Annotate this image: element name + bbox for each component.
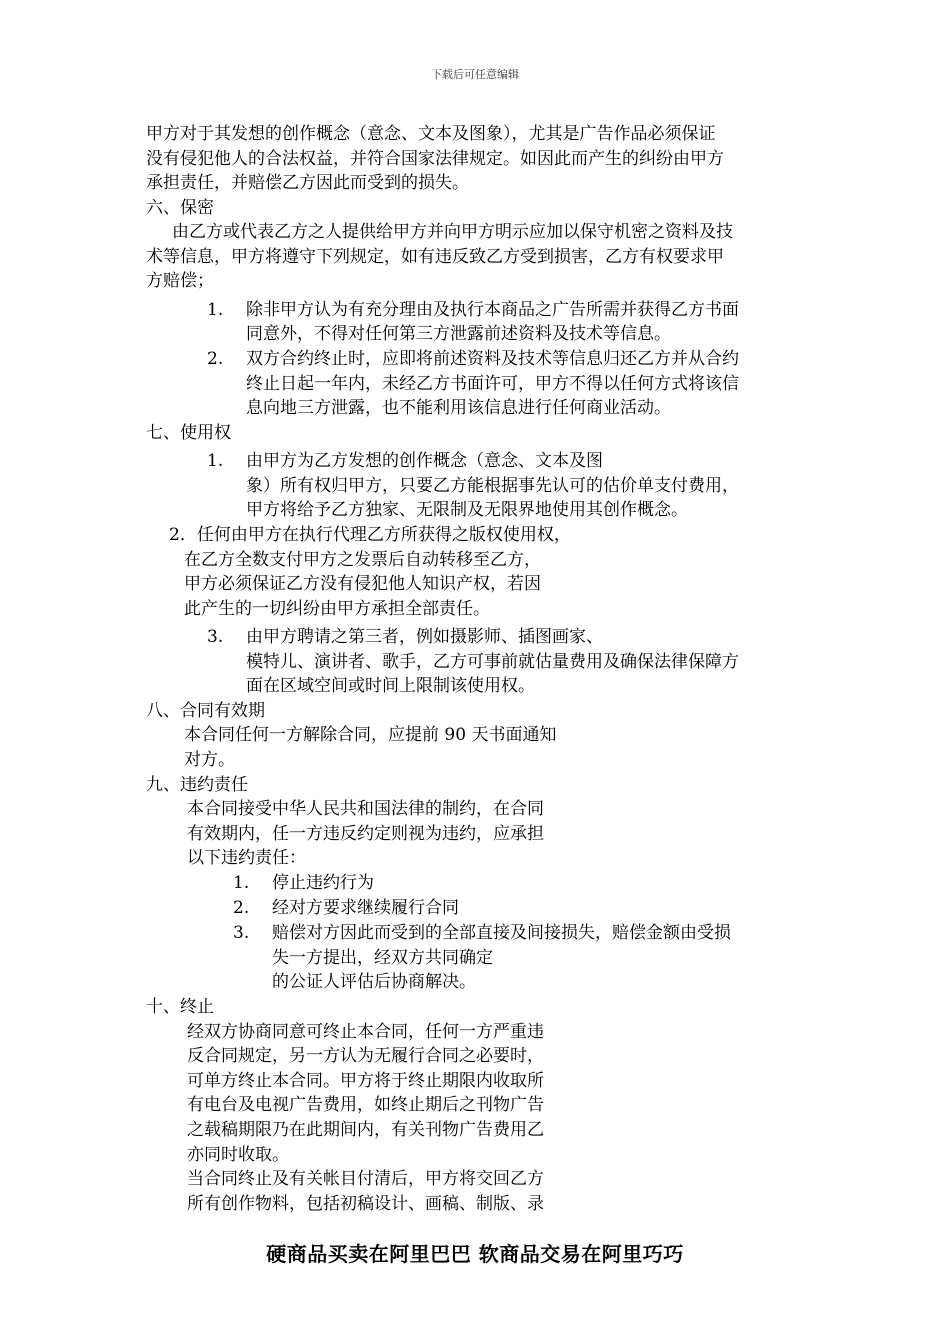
list-number: 2. — [233, 898, 250, 918]
list-item-line: 由甲方为乙方发想的创作概念（意念、文本及图 — [246, 451, 603, 471]
list-item-line: 象）所有权归甲方，只要乙方能根据事先认可的估价单支付费用， — [246, 476, 739, 496]
sec6-para-line: 术等信息，甲方将遵守下列规定，如有违反致乙方受到损害，乙方有权要求甲 — [146, 247, 724, 267]
sec10-line: 亦同时收取。 — [187, 1145, 289, 1165]
list-item-line: 停止违约行为 — [272, 873, 374, 893]
list-item-line: 终止日起一年内，未经乙方书面许可，甲方不得以任何方式将该信 — [246, 374, 739, 394]
list-item-line: 面在区域空间或时间上限制该使用权。 — [246, 676, 535, 696]
list-item-line: 除非甲方认为有充分理由及执行本商品之广告所需并获得乙方书面 — [246, 300, 739, 320]
list-item-line: 双方合约终止时，应即将前述资料及技术等信息归还乙方并从合约 — [246, 349, 739, 369]
list-item-line: 经对方要求继续履行合同 — [272, 898, 459, 918]
list-number: 1. — [233, 873, 250, 893]
list-item-line: 赔偿对方因此而受到的全部直接及间接损失，赔偿金额由受损 — [272, 923, 731, 943]
list-number: 2. — [207, 349, 224, 369]
sec10-line: 所有创作物料，包括初稿设计、画稿、制版、录 — [187, 1194, 544, 1214]
sec7-item2-line: 2．任何由甲方在执行代理乙方所获得之版权使用权， — [169, 525, 571, 545]
list-number: 1. — [207, 451, 224, 471]
sec7-item2-line: 在乙方全数支付甲方之发票后自动转移至乙方， — [184, 550, 541, 570]
intro-line: 承担责任，并赔偿乙方因此而受到的损失。 — [146, 173, 469, 193]
intro-line: 没有侵犯他人的合法权益，并符合国家法律规定。如因此而产生的纠纷由甲方 — [146, 149, 724, 169]
section-heading-validity: 八、合同有效期 — [146, 701, 265, 721]
sec10-line: 可单方终止本合同。甲方将于终止期限内收取所 — [187, 1071, 544, 1091]
page-header: 下载后可任意编辑 — [431, 68, 519, 81]
list-item-line: 由甲方聘请之第三者，例如摄影师、插图画家、 — [246, 627, 603, 647]
list-item-line: 甲方将给予乙方独家、无限制及无限界地使用其创作概念。 — [246, 500, 688, 520]
list-number: 1. — [207, 300, 224, 320]
section-heading-usage-rights: 七、使用权 — [146, 423, 231, 443]
sec9-line: 以下违约责任： — [187, 848, 306, 868]
sec9-line: 本合同接受中华人民共和国法律的制约，在合同 — [187, 799, 544, 819]
sec8-line: 本合同任何一方解除合同，应提前 90 天书面通知 — [184, 725, 557, 745]
sec10-line: 经双方协商同意可终止本合同，任何一方严重违 — [187, 1022, 544, 1042]
sec10-line: 有电台及电视广告费用，如终止期后之刊物广告 — [187, 1095, 544, 1115]
sec7-item2-line: 甲方必须保证乙方没有侵犯他人知识产权，若因 — [184, 574, 541, 594]
list-number: 3. — [233, 923, 250, 943]
sec7-item2-line: 此产生的一切纠纷由甲方承担全部责任。 — [184, 599, 490, 619]
sec8-line: 对方。 — [184, 750, 235, 770]
intro-line: 甲方对于其发想的创作概念（意念、文本及图象），尤其是广告作品必须保证 — [146, 124, 716, 144]
sec6-para-line: 由乙方或代表乙方之人提供给甲方并向甲方明示应加以保守机密之资料及技 — [172, 222, 733, 242]
list-item-line: 的公证人评估后协商解决。 — [272, 972, 476, 992]
list-item-line: 模特儿、演讲者、歌手，乙方可事前就估量费用及确保法律保障方 — [246, 652, 739, 672]
sec6-para-line: 方赔偿； — [146, 271, 214, 291]
section-heading-breach: 九、违约责任 — [146, 775, 248, 795]
sec10-line: 当合同终止及有关帐目付清后，甲方将交回乙方 — [187, 1169, 544, 1189]
sec10-line: 之载稿期限乃在此期间内，有关刊物广告费用乙 — [187, 1120, 544, 1140]
list-item-line: 息向地三方泄露，也不能利用该信息进行任何商业活动。 — [246, 398, 671, 418]
list-item-line: 同意外，不得对任何第三方泄露前述资料及技术等信息。 — [246, 324, 671, 344]
page-footer-slogan: 硬商品买卖在阿里巴巴 软商品交易在阿里巧巧 — [266, 1242, 684, 1266]
list-number: 3. — [207, 627, 224, 647]
sec10-line: 反合同规定，另一方认为无履行合同之必要时， — [187, 1046, 544, 1066]
sec9-line: 有效期内，任一方违反约定则视为违约，应承担 — [187, 824, 544, 844]
section-heading-confidentiality: 六、保密 — [146, 198, 214, 218]
section-heading-termination: 十、终止 — [146, 997, 214, 1017]
list-item-line: 失一方提出，经双方共同确定 — [272, 948, 493, 968]
